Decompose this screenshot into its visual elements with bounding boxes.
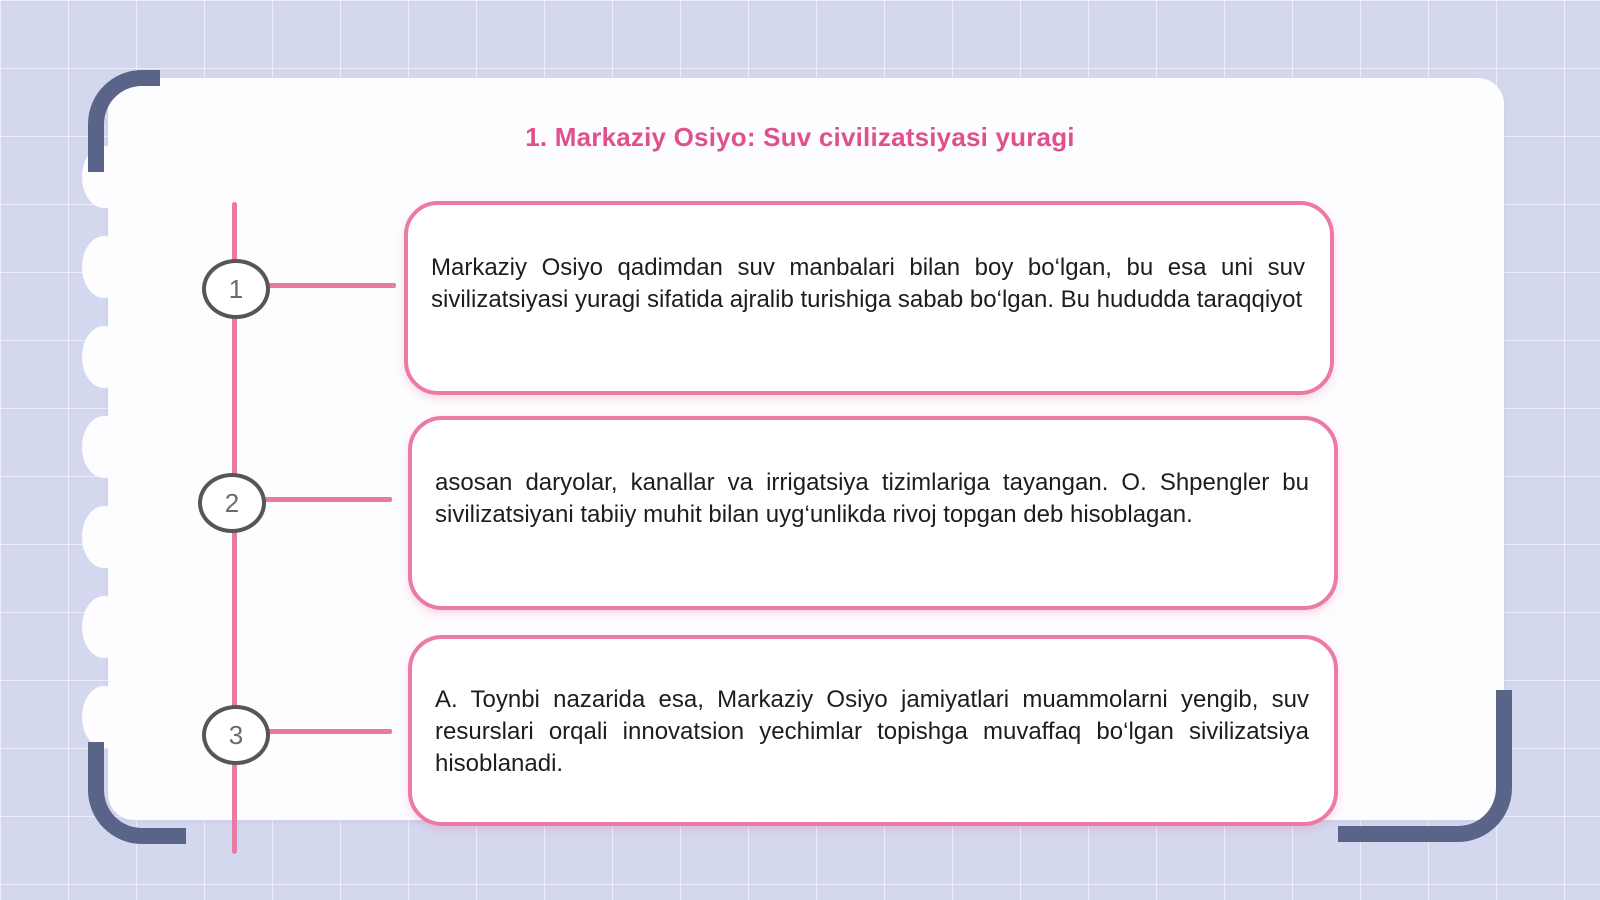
torn-edge-bump xyxy=(82,416,126,478)
timeline-node-number: 3 xyxy=(228,719,244,750)
torn-edge-bump xyxy=(82,506,126,568)
corner-bracket-bottom-left xyxy=(88,742,186,844)
timeline-node-number: 1 xyxy=(228,273,244,304)
timeline-node xyxy=(198,473,266,533)
timeline-card-text: asosan daryolar, kanallar va irrigatsiya tizimlariga tayangan. O. Shpengler bu sivilizatsiyani tabiiy muhit bilan uyg‘unlikda rivoj topgan deb hisoblagan. xyxy=(435,469,1309,528)
timeline-card-text: Markaziy Osiyo qadimdan suv manbalari bilan boy bo‘lgan, bu esa uni suv sivilizatsiyasi yuragi sifatida ajralib turishiga sabab bo‘lgan. Bu hududda taraqqiyot xyxy=(431,254,1305,313)
timeline-connector xyxy=(262,729,392,734)
timeline-node xyxy=(202,259,270,319)
torn-edge-bump xyxy=(82,326,126,388)
timeline-node xyxy=(202,705,270,765)
timeline-node-number: 2 xyxy=(224,487,240,518)
torn-edge-bump xyxy=(82,236,126,298)
torn-edge-bump xyxy=(82,596,126,658)
timeline-connector xyxy=(258,497,392,502)
slide-title: 1. Markaziy Osiyo: Suv civilizatsiyasi yuragi xyxy=(525,122,1075,152)
corner-bracket-top-left xyxy=(88,70,160,172)
torn-edge-bump xyxy=(82,686,126,748)
corner-bracket-bottom-right xyxy=(1338,690,1512,842)
timeline-connector xyxy=(262,283,396,288)
timeline-card-text: A. Toynbi nazarida esa, Markaziy Osiyo jamiyatlari muammolarni yengib, suv resurslari orqali innovatsion yechimlar topishga muvaffaq bo‘lgan sivilizatsiya hisoblanadi. xyxy=(435,686,1309,777)
